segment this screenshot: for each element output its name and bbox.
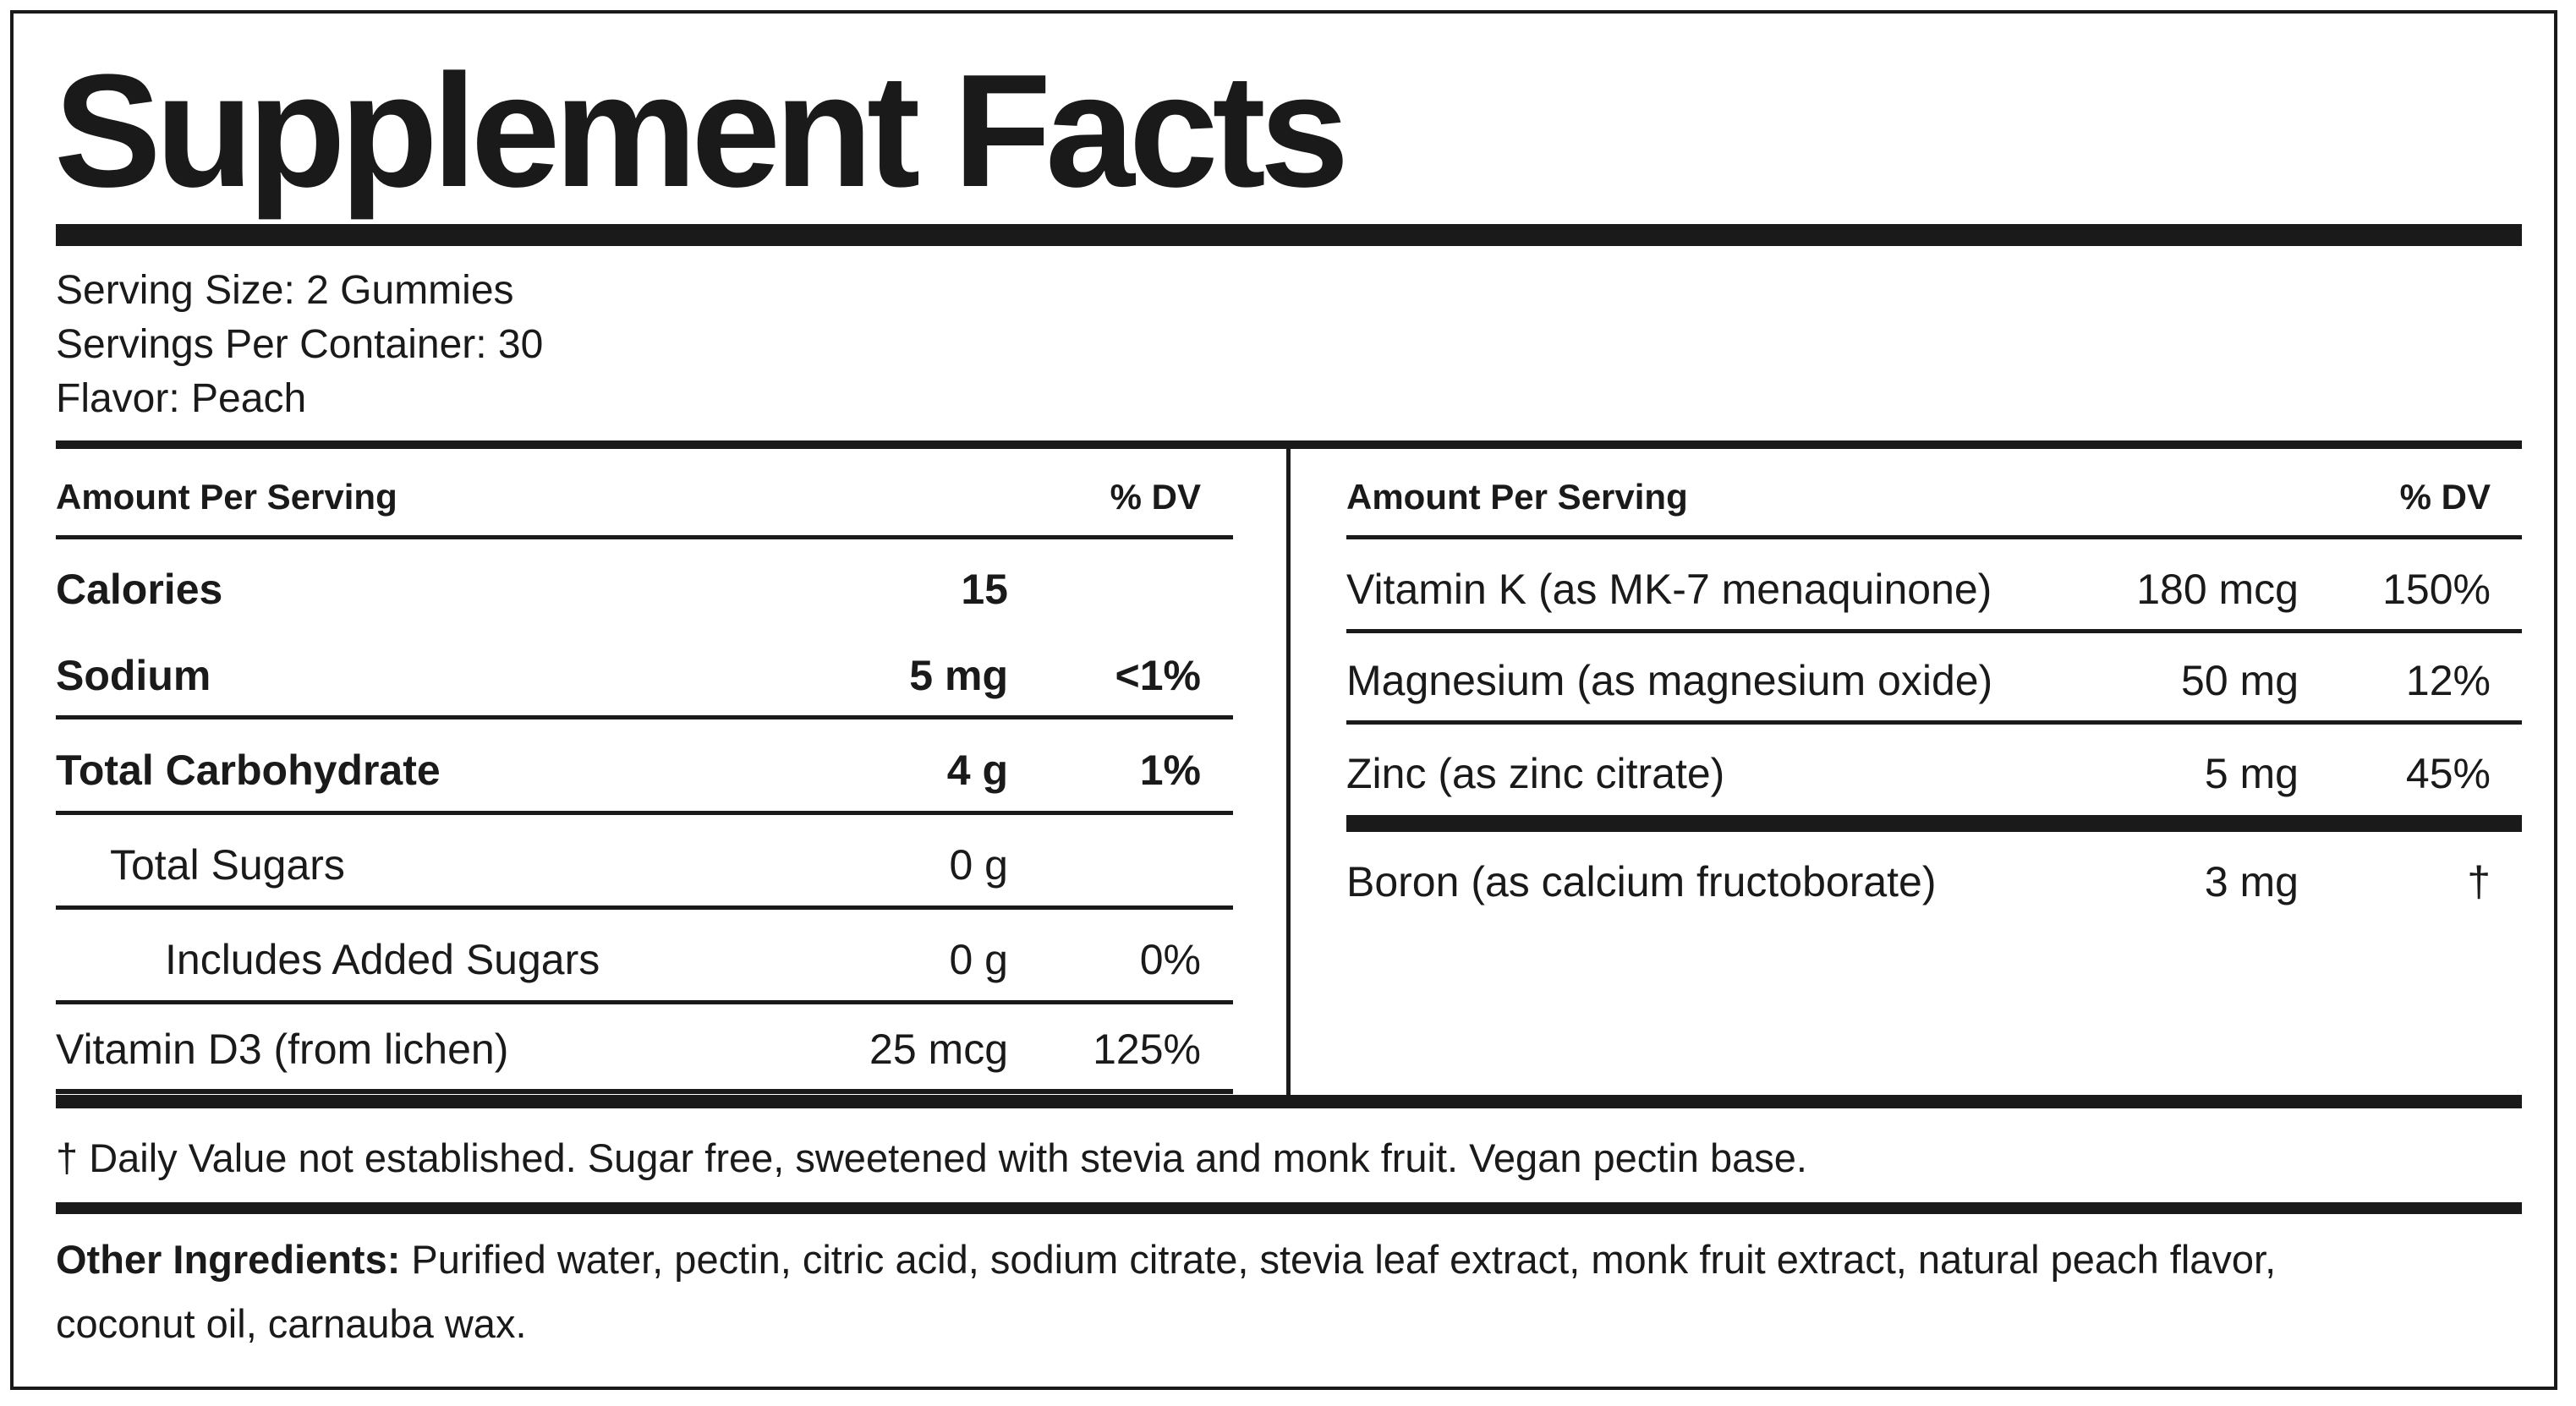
panel-title: Supplement Facts <box>54 41 1344 221</box>
nutrient-amount: 15 <box>961 566 1008 613</box>
flavor: Flavor: Peach <box>56 376 307 421</box>
nutrient-name: Magnesium (as magnesium oxide) <box>1346 657 1993 704</box>
servings-per-container: Servings Per Container: 30 <box>56 322 544 367</box>
nutrient-dv: 1% <box>1139 747 1201 794</box>
nutrient-dv: 45% <box>2405 750 2491 797</box>
nutrient-amount: 180 mcg <box>2136 566 2299 613</box>
left-header-rule <box>56 535 1233 539</box>
other-ingredients <box>56 1237 2277 1282</box>
row-rule <box>56 1089 1233 1094</box>
nutrient-amount: 0 g <box>949 936 1008 983</box>
nutrient-amount: 4 g <box>946 747 1008 794</box>
serving-divider <box>56 440 2522 449</box>
other-ingredients-continued: coconut oil, carnauba wax. <box>56 1301 527 1346</box>
footnote-rule <box>56 1202 2522 1214</box>
nutrient-amount: 25 mcg <box>869 1026 1008 1073</box>
row-rule <box>56 715 1233 719</box>
left-header-amount: Amount Per Serving <box>56 477 397 517</box>
nutrient-amount: 0 g <box>949 841 1008 889</box>
right-header-amount: Amount Per Serving <box>1346 477 1688 517</box>
nutrient-name: Vitamin D3 (from lichen) <box>56 1026 509 1073</box>
nutrient-dv: <1% <box>1115 652 1201 699</box>
nutrient-name: Total Sugars <box>110 841 345 889</box>
left-header-dv: % DV <box>1110 477 1201 517</box>
row-rule <box>56 811 1233 815</box>
right-header-dv: % DV <box>2399 477 2491 517</box>
tables-bottom-rule <box>56 1095 2522 1108</box>
nutrient-dv: 150% <box>2382 566 2491 613</box>
column-divider <box>1286 449 1291 1095</box>
nutrient-name: Boron (as calcium fructoborate) <box>1346 858 1937 905</box>
nutrient-amount: 5 mg <box>909 652 1008 699</box>
other-ingredients-label: Other Ingredients: <box>56 1237 401 1282</box>
other-ingredients-text: Purified water, pectin, citric acid, sodium citrate, stevia leaf extract, monk fruit extract, natural peach flavor, <box>400 1237 2277 1282</box>
nutrient-name: Calories <box>56 566 223 613</box>
row-rule <box>1346 629 2522 633</box>
nutrient-dv: 12% <box>2405 657 2491 704</box>
nutrient-name: Sodium <box>56 652 211 699</box>
row-rule <box>56 905 1233 910</box>
section-divider <box>1346 815 2522 832</box>
nutrient-amount: 50 mg <box>2181 657 2299 704</box>
footnote: † Daily Value not established. Sugar free, sweetened with stevia and monk fruit. Vegan pectin base. <box>56 1135 1807 1180</box>
nutrient-name: Zinc (as zinc citrate) <box>1346 750 1725 797</box>
nutrient-name: Vitamin K (as MK-7 menaquinone) <box>1346 566 1992 613</box>
nutrient-dv: 0% <box>1139 936 1201 983</box>
row-rule <box>1346 720 2522 725</box>
right-header-rule <box>1346 535 2522 539</box>
nutrient-name: Includes Added Sugars <box>165 936 600 983</box>
serving-size: Serving Size: 2 Gummies <box>56 268 514 313</box>
nutrient-amount: 5 mg <box>2204 750 2299 797</box>
nutrient-amount: 3 mg <box>2204 858 2299 905</box>
nutrient-dv: 125% <box>1093 1026 1201 1073</box>
title-divider <box>56 224 2522 246</box>
nutrient-dv: † <box>2467 858 2491 905</box>
nutrient-name: Total Carbohydrate <box>56 747 441 794</box>
row-rule <box>56 1000 1233 1004</box>
